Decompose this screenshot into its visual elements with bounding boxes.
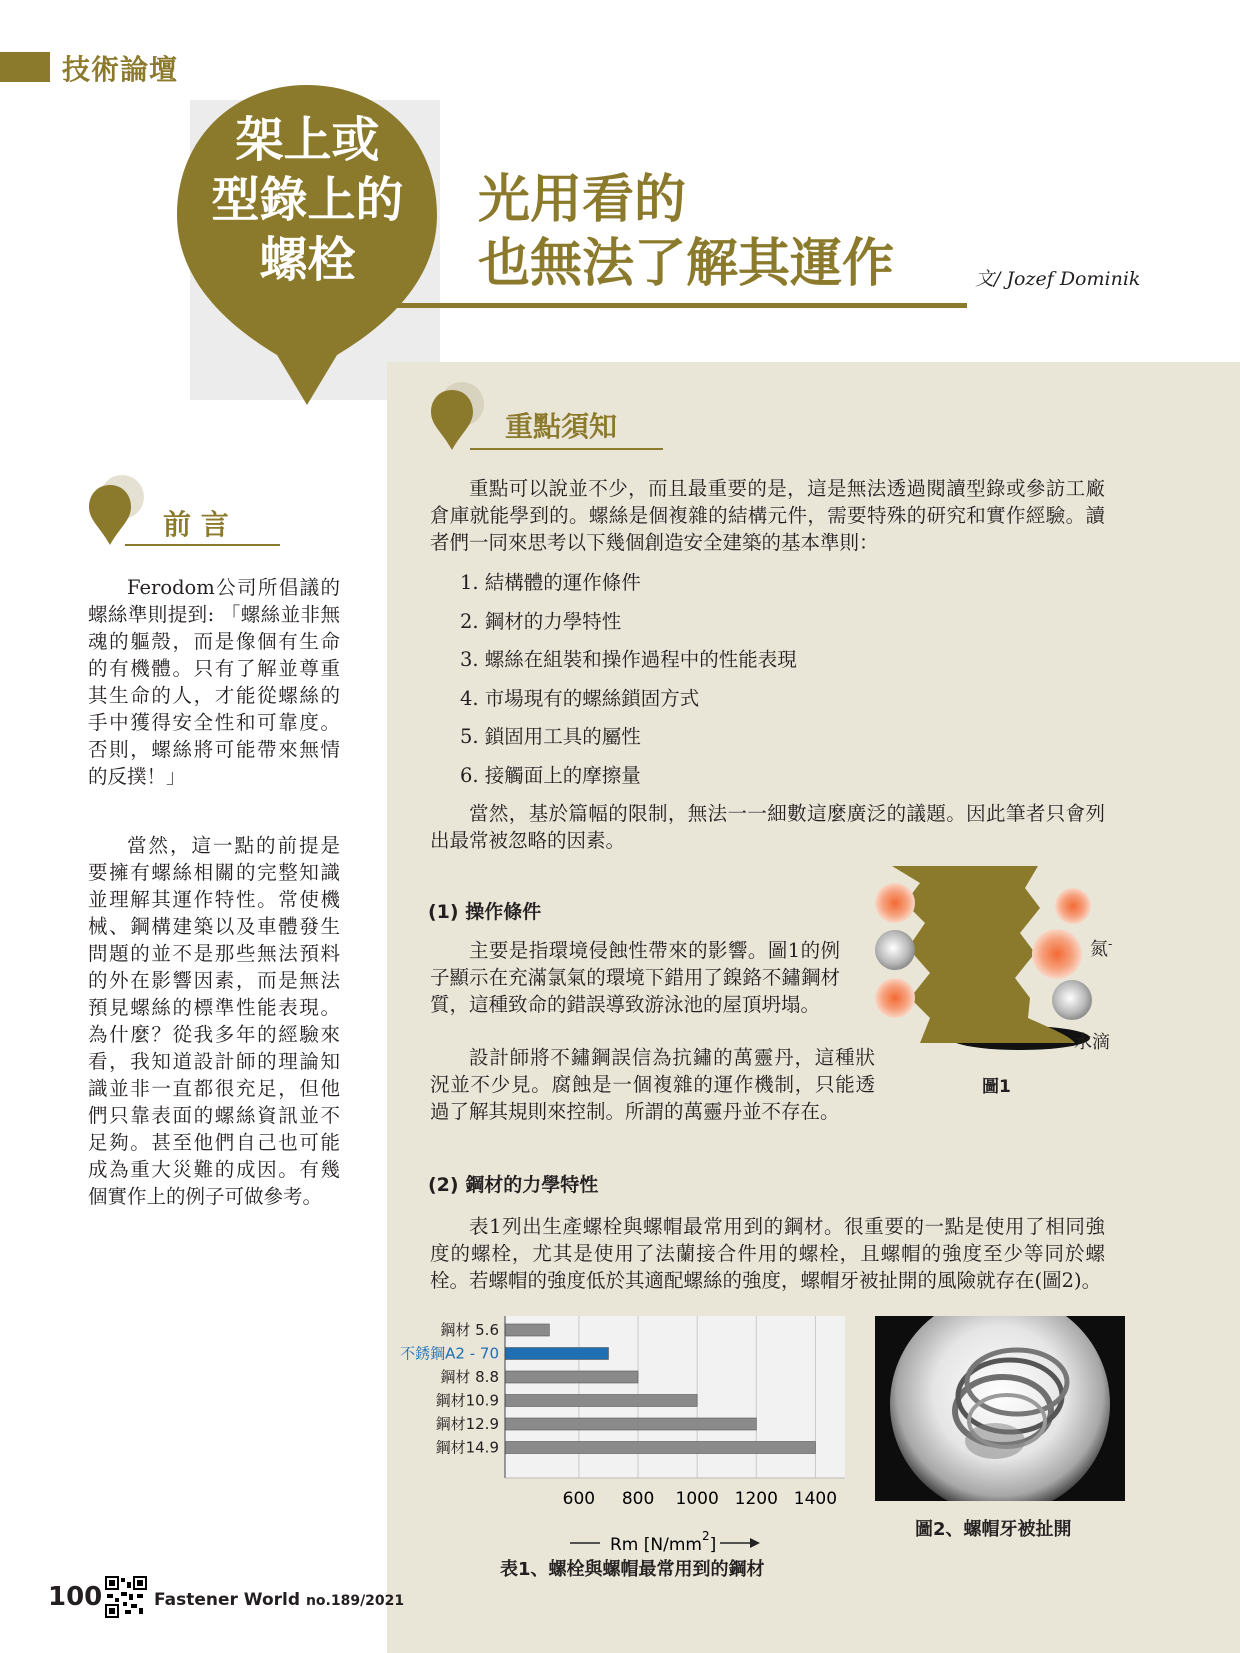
key-points-heading: 重點須知: [505, 410, 618, 443]
main-title-line2: 也無法了解其運作: [478, 234, 895, 294]
section-label: 技術論壇: [62, 53, 179, 86]
key-point-item: 6. 接觸面上的摩擦量: [460, 764, 641, 787]
key-point-item: 4. 市場現有的螺絲鎖固方式: [460, 687, 700, 710]
chart-tick-label: 1000: [675, 1489, 719, 1509]
magazine-issue: no.189/2021: [305, 1593, 405, 1609]
chart-bar: [505, 1418, 756, 1430]
intro-pin-icon: [86, 475, 146, 555]
section-bar: [0, 52, 50, 82]
qr-code-icon: [105, 1576, 147, 1618]
section2-paragraph: 表1列出生產螺栓與螺帽最常用到的鋼材。很重要的一點是使用了相同強度的螺栓，尤其是使用了法蘭接合件用的螺栓，且螺帽的強度至少等同於螺栓。若螺帽的強度低於其適配螺絲的強度，螺帽牙被扯開的風險就存在(圖2)。: [430, 1215, 1105, 1292]
chart-tick-label: 1200: [734, 1489, 778, 1509]
chart-category-label: 鋼材 5.6: [440, 1321, 499, 1339]
pin-title-line2: 型錄上的: [211, 172, 404, 228]
steel-strength-chart: [385, 1310, 865, 1570]
chart-category-label: 鋼材14.9: [435, 1438, 499, 1457]
section1-paragraph-1: 主要是指環境侵蝕性帶來的影響。圖1的例子顯示在充滿氯氣的環境下錯用了鎳鉻不鏽鋼材質，這種致命的錯誤導致游泳池的屋頂坍塌。: [430, 939, 840, 1016]
figure2-photo: [875, 1316, 1125, 1501]
chart-category-label: 鋼材12.9: [435, 1415, 499, 1433]
chart-bar: [505, 1442, 815, 1454]
figure1-water-label: 水滴: [1074, 1032, 1110, 1053]
magazine-name: [154, 1590, 404, 1610]
pin-title-line3: 螺栓: [259, 232, 356, 288]
chart-caption: 表1、螺栓與螺帽最常用到的鋼材: [500, 1559, 765, 1580]
chart-bar: [505, 1371, 638, 1383]
key-point-item: 5. 鎖固用工具的屬性: [460, 725, 641, 748]
author-byline: 文/ Jozef Dominik: [975, 268, 1141, 290]
section1-heading: (1) 操作條件: [428, 901, 542, 923]
figure1-ion-label: 氮-: [1090, 937, 1113, 960]
chart-bar: [505, 1395, 697, 1407]
key-points-rule: [470, 448, 663, 450]
intro-paragraph-2: 當然，這一點的前提是要擁有螺絲相關的完整知識並理解其運作特性。常使機械、鋼構建築以及車體發生問題的並不是那些無法預料的外在影響因素，而是無法預見螺絲的標準性能表現。為什麼？從我多年的經驗來看，我知道設計師的理論知識並非一直都很充足，但他們只靠表面的螺絲資訊並不足夠。甚至他們自己也可能成為重大災難的成因。有幾個實作上的例子可做參考。: [88, 834, 340, 1208]
intro-heading: 前 言: [163, 508, 229, 541]
main-title-line1: 光用看的: [478, 170, 687, 230]
title-rule: [395, 303, 967, 308]
pin-title: [180, 110, 435, 290]
page-number: 100: [48, 1582, 103, 1612]
pin-title-line1: 架上或: [235, 112, 380, 168]
section2-heading: (2) 鋼材的力學特性: [428, 1174, 599, 1196]
intro-paragraph-1: Ferodom公司所倡議的螺絲準則提到: 「螺絲並非無魂的軀殼，而是像個有生命的有機體。只有了解並尊重其生命的人，才能從螺絲的手中獲得安全性和可靠度。否則，螺絲將可能帶來無情的反撲！」: [88, 576, 340, 788]
key-point-item: 2. 鋼材的力學特性: [460, 610, 622, 633]
chart-category-label: 鋼材 8.8: [440, 1368, 499, 1386]
x-axis-label: Rm $[N/mm^2]$: [610, 1529, 717, 1555]
figure2-caption: 圖2、螺帽牙被扯開: [915, 1519, 1072, 1540]
stripped-nut-image: [875, 1316, 1125, 1501]
chart-tick-label: 800: [621, 1489, 655, 1509]
key-point-item: 3. 螺絲在組裝和操作過程中的性能表現: [460, 648, 797, 671]
key-points-intro: 重點可以說並不少，而且最重要的是，這是無法透過閱讀型錄或參訪工廠倉庫就能學到的。螺絲是個複雜的結構元件，需要特殊的研究和實作經驗。讀者們一同來思考以下幾個創造安全建築的基本準則：: [430, 477, 1105, 554]
key-point-item: 1. 結構體的運作條件: [460, 571, 641, 594]
chart-bar: [505, 1324, 549, 1336]
section1-paragraph-2: 設計師將不鏽鋼誤信為抗鏽的萬靈丹，這種狀況並不少見。腐蝕是一個複雜的運作機制，只能透過了解其規則來控制。所謂的萬靈丹並不存在。: [430, 1046, 875, 1123]
intro-rule: [125, 544, 280, 546]
chart-bar: [505, 1348, 608, 1360]
chart-category-label: 鋼材10.9: [435, 1391, 499, 1410]
chart-category-label: 不銹鋼A2 - 70: [400, 1344, 499, 1363]
main-title: [478, 168, 894, 296]
chart-tick-label: 1400: [793, 1489, 838, 1509]
magazine-title: Fastener World: [154, 1590, 301, 1610]
axis-arrow-icon: [750, 1538, 760, 1548]
key-points-closing: 當然，基於篇幅的限制，無法一一細數這麼廣泛的議題。因此筆者只會列出最常被忽略的因素。: [430, 802, 1105, 852]
figure1-caption: 圖1: [982, 1077, 1011, 1097]
chart-tick-label: 600: [562, 1489, 596, 1509]
